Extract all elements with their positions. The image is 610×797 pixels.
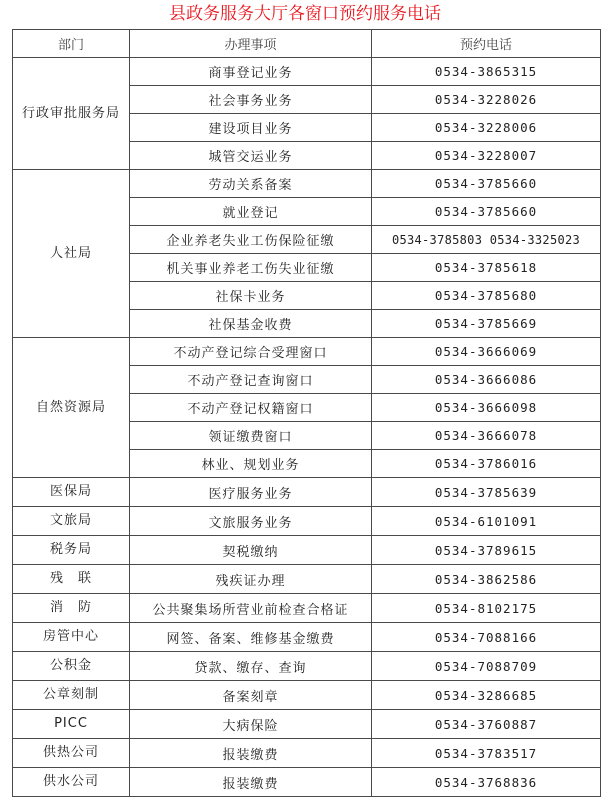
header-row: [13, 30, 601, 58]
dept-cell: 供水公司: [13, 768, 130, 797]
item-cell: 就业登记: [130, 198, 372, 226]
item-cell: 报装缴费: [130, 768, 372, 797]
table-row: [13, 58, 601, 86]
table-row: [13, 594, 601, 623]
phone-cell: 0534-3228006: [372, 114, 601, 142]
item-cell: 社保卡业务: [130, 282, 372, 310]
table-row: [13, 681, 601, 710]
phone-cell: 0534-3666098: [372, 394, 601, 422]
table-row: [13, 170, 601, 198]
item-cell: 不动产登记综合受理窗口: [130, 338, 372, 366]
table-row: [13, 507, 601, 536]
item-cell: 公共聚集场所营业前检查合格证: [130, 594, 372, 623]
header-item: 办理事项: [130, 30, 372, 58]
phone-cell: 0534-3785639: [372, 478, 601, 507]
dept-cell: 自然资源局: [13, 338, 130, 478]
item-cell: 社会事务业务: [130, 86, 372, 114]
phone-cell: 0534-3785618: [372, 254, 601, 282]
phone-cell: 0534-3862586: [372, 565, 601, 594]
item-cell: 契税缴纳: [130, 536, 372, 565]
phone-cell: 0534-3785660: [372, 198, 601, 226]
phone-cell: 0534-3785669: [372, 310, 601, 338]
item-cell: 不动产登记查询窗口: [130, 366, 372, 394]
phone-cell: 0534-6101091: [372, 507, 601, 536]
phone-cell: 0534-3786016: [372, 450, 601, 478]
item-cell: 企业养老失业工伤保险征缴: [130, 226, 372, 254]
dept-cell: 公积金: [13, 652, 130, 681]
dept-cell: 医保局: [13, 478, 130, 507]
phone-cell: 0534-3666086: [372, 366, 601, 394]
phone-cell: 0534-3785803 0534-3325023: [372, 226, 601, 254]
phone-cell: 0534-3785660: [372, 170, 601, 198]
table-row: [13, 710, 601, 739]
phone-cell: 0534-3666069: [372, 338, 601, 366]
item-cell: 医疗服务业务: [130, 478, 372, 507]
dept-cell: 消 防: [13, 594, 130, 623]
table-row: [13, 768, 601, 797]
item-cell: 大病保险: [130, 710, 372, 739]
phone-cell: 0534-3666078: [372, 422, 601, 450]
dept-cell: 房管中心: [13, 623, 130, 652]
table-row: [13, 478, 601, 507]
item-cell: 城管交运业务: [130, 142, 372, 170]
dept-cell: 供热公司: [13, 739, 130, 768]
dept-cell: PICC: [13, 710, 130, 739]
item-cell: 网签、备案、维修基金缴费: [130, 623, 372, 652]
phone-cell: 0534-3286685: [372, 681, 601, 710]
item-cell: 林业、规划业务: [130, 450, 372, 478]
item-cell: 领证缴费窗口: [130, 422, 372, 450]
item-cell: 机关事业养老工伤失业征缴: [130, 254, 372, 282]
phone-cell: 0534-3865315: [372, 58, 601, 86]
page-title: 县政务服务大厅各窗口预约服务电话: [169, 4, 441, 24]
item-cell: 社保基金收费: [130, 310, 372, 338]
phone-cell: 0534-3768836: [372, 768, 601, 797]
phone-cell: 0534-7088709: [372, 652, 601, 681]
phone-cell: 0534-7088166: [372, 623, 601, 652]
phone-cell: 0534-3789615: [372, 536, 601, 565]
phone-cell: 0534-3228007: [372, 142, 601, 170]
table-row: [13, 536, 601, 565]
table-row: [13, 652, 601, 681]
header-phone: 预约电话: [372, 30, 601, 58]
dept-cell: 人社局: [13, 170, 130, 338]
table-row: [13, 623, 601, 652]
phone-cell: 0534-8102175: [372, 594, 601, 623]
dept-cell: 文旅局: [13, 507, 130, 536]
table-row: [13, 338, 601, 366]
item-cell: 贷款、缴存、查询: [130, 652, 372, 681]
item-cell: 建设项目业务: [130, 114, 372, 142]
item-cell: 报装缴费: [130, 739, 372, 768]
table-row: [13, 565, 601, 594]
dept-cell: 行政审批服务局: [13, 58, 130, 170]
item-cell: 商事登记业务: [130, 58, 372, 86]
dept-cell: 残 联: [13, 565, 130, 594]
phone-cell: 0534-3228026: [372, 86, 601, 114]
dept-cell: 公章刻制: [13, 681, 130, 710]
item-cell: 不动产登记权籍窗口: [130, 394, 372, 422]
item-cell: 劳动关系备案: [130, 170, 372, 198]
item-cell: 残疾证办理: [130, 565, 372, 594]
dept-cell: 税务局: [13, 536, 130, 565]
header-dept: 部门: [13, 30, 130, 58]
item-cell: 文旅服务业务: [130, 507, 372, 536]
table-row: [13, 739, 601, 768]
phone-cell: 0534-3785680: [372, 282, 601, 310]
phone-table: [12, 29, 601, 797]
table-body: [13, 58, 601, 797]
item-cell: 备案刻章: [130, 681, 372, 710]
phone-cell: 0534-3783517: [372, 739, 601, 768]
phone-cell: 0534-3760887: [372, 710, 601, 739]
